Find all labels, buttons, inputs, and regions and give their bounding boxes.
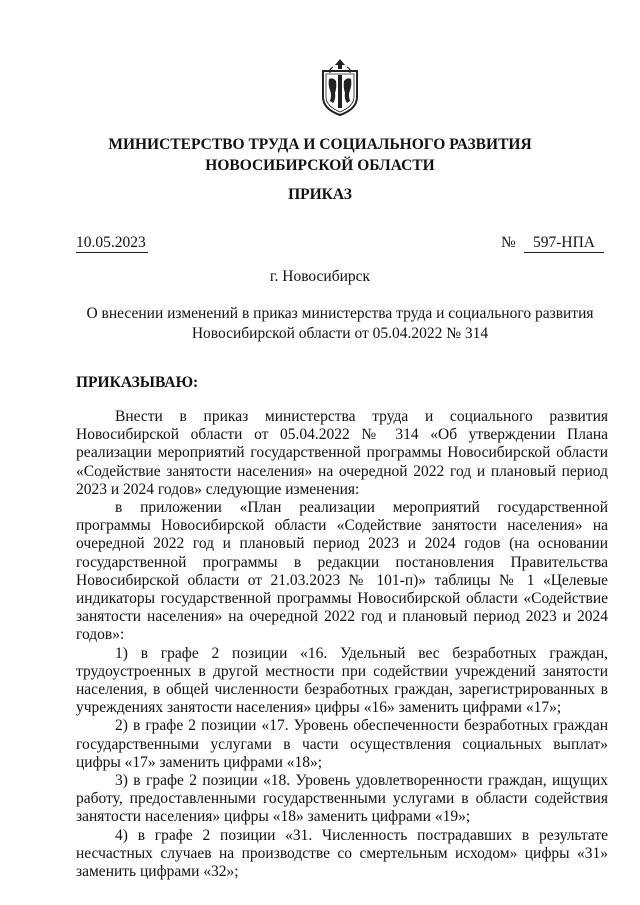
- document-body: [76, 408, 608, 881]
- document-city: г. Новосибирск: [269, 268, 371, 285]
- body-paragraph: 1) в графе 2 позиции «16. Удельный вес безработных граждан, трудоустроенных в другой местности при содействии учреждений занятости населения, в общей численности безработных граждан, зарегистрированных в учреждениях занятости населения» цифры «16» заменить цифрами «17»;: [76, 644, 608, 717]
- number-sign: №: [501, 234, 516, 251]
- coat-of-arms-icon: [315, 57, 365, 117]
- subject-line-1: О внесении изменений в приказ министерства труда и социального развития: [86, 305, 594, 322]
- body-paragraph: в приложении «План реализации мероприятий государственной программы Новосибирской области «Содействие занятости населения» на очередной 2022 год и плановый период 2023 и 2024 годов (на основании государственной программы в редакции постановления Правительства Новосибирской области от 21.03.2023 № 101-п)» таблицы № 1 «Целевые индикаторы государственной программы Новосибирской области «Содействие занятости населения» на очередной 2022 год и плановый период 2023 и 2024 годов»:: [76, 499, 608, 644]
- ministry-name: [0, 134, 640, 176]
- body-paragraph: Внести в приказ министерства труда и социального развития Новосибирской области от 05.04.2022 № 314 «Об утверждении Плана реализации мероприятий государственной программы Новосибирской области «Содействие занятости населения» на очередной 2022 год и плановый период 2023 и 2024 годов» следующие изменения:: [76, 408, 608, 498]
- document-type: ПРИКАЗ: [288, 186, 352, 203]
- document-date: 10.05.2023: [76, 234, 148, 253]
- body-paragraph: 3) в графе 2 позиции «18. Уровень удовлетворенности граждан, ищущих работу, предоставленными государственными услугами в области содействия занятости населения» цифры «18» заменить цифрами «19»;: [76, 772, 608, 826]
- subject-line-2: Новосибирской области от 05.04.2022 № 314: [191, 325, 489, 342]
- ministry-line-1: МИНИСТЕРСТВО ТРУДА И СОЦИАЛЬНОГО РАЗВИТИЯ: [108, 136, 532, 153]
- decree-word: ПРИКАЗЫВАЮ:: [76, 374, 199, 391]
- ministry-line-2: НОВОСИБИРСКОЙ ОБЛАСТИ: [205, 157, 435, 174]
- document-number: 597-НПА: [524, 234, 604, 253]
- body-paragraph: 2) в графе 2 позиции «17. Уровень обеспеченности безработных граждан государственными услугами в части осуществления социальных выплат» цифры «17» заменить цифрами «18»;: [76, 717, 608, 771]
- document-subject: [76, 304, 604, 344]
- body-paragraph: 4) в графе 2 позиции «31. Численность пострадавших в результате несчастных случаев на производстве со смертельным исходом» цифры «31» заменить цифрами «32»;: [76, 826, 608, 881]
